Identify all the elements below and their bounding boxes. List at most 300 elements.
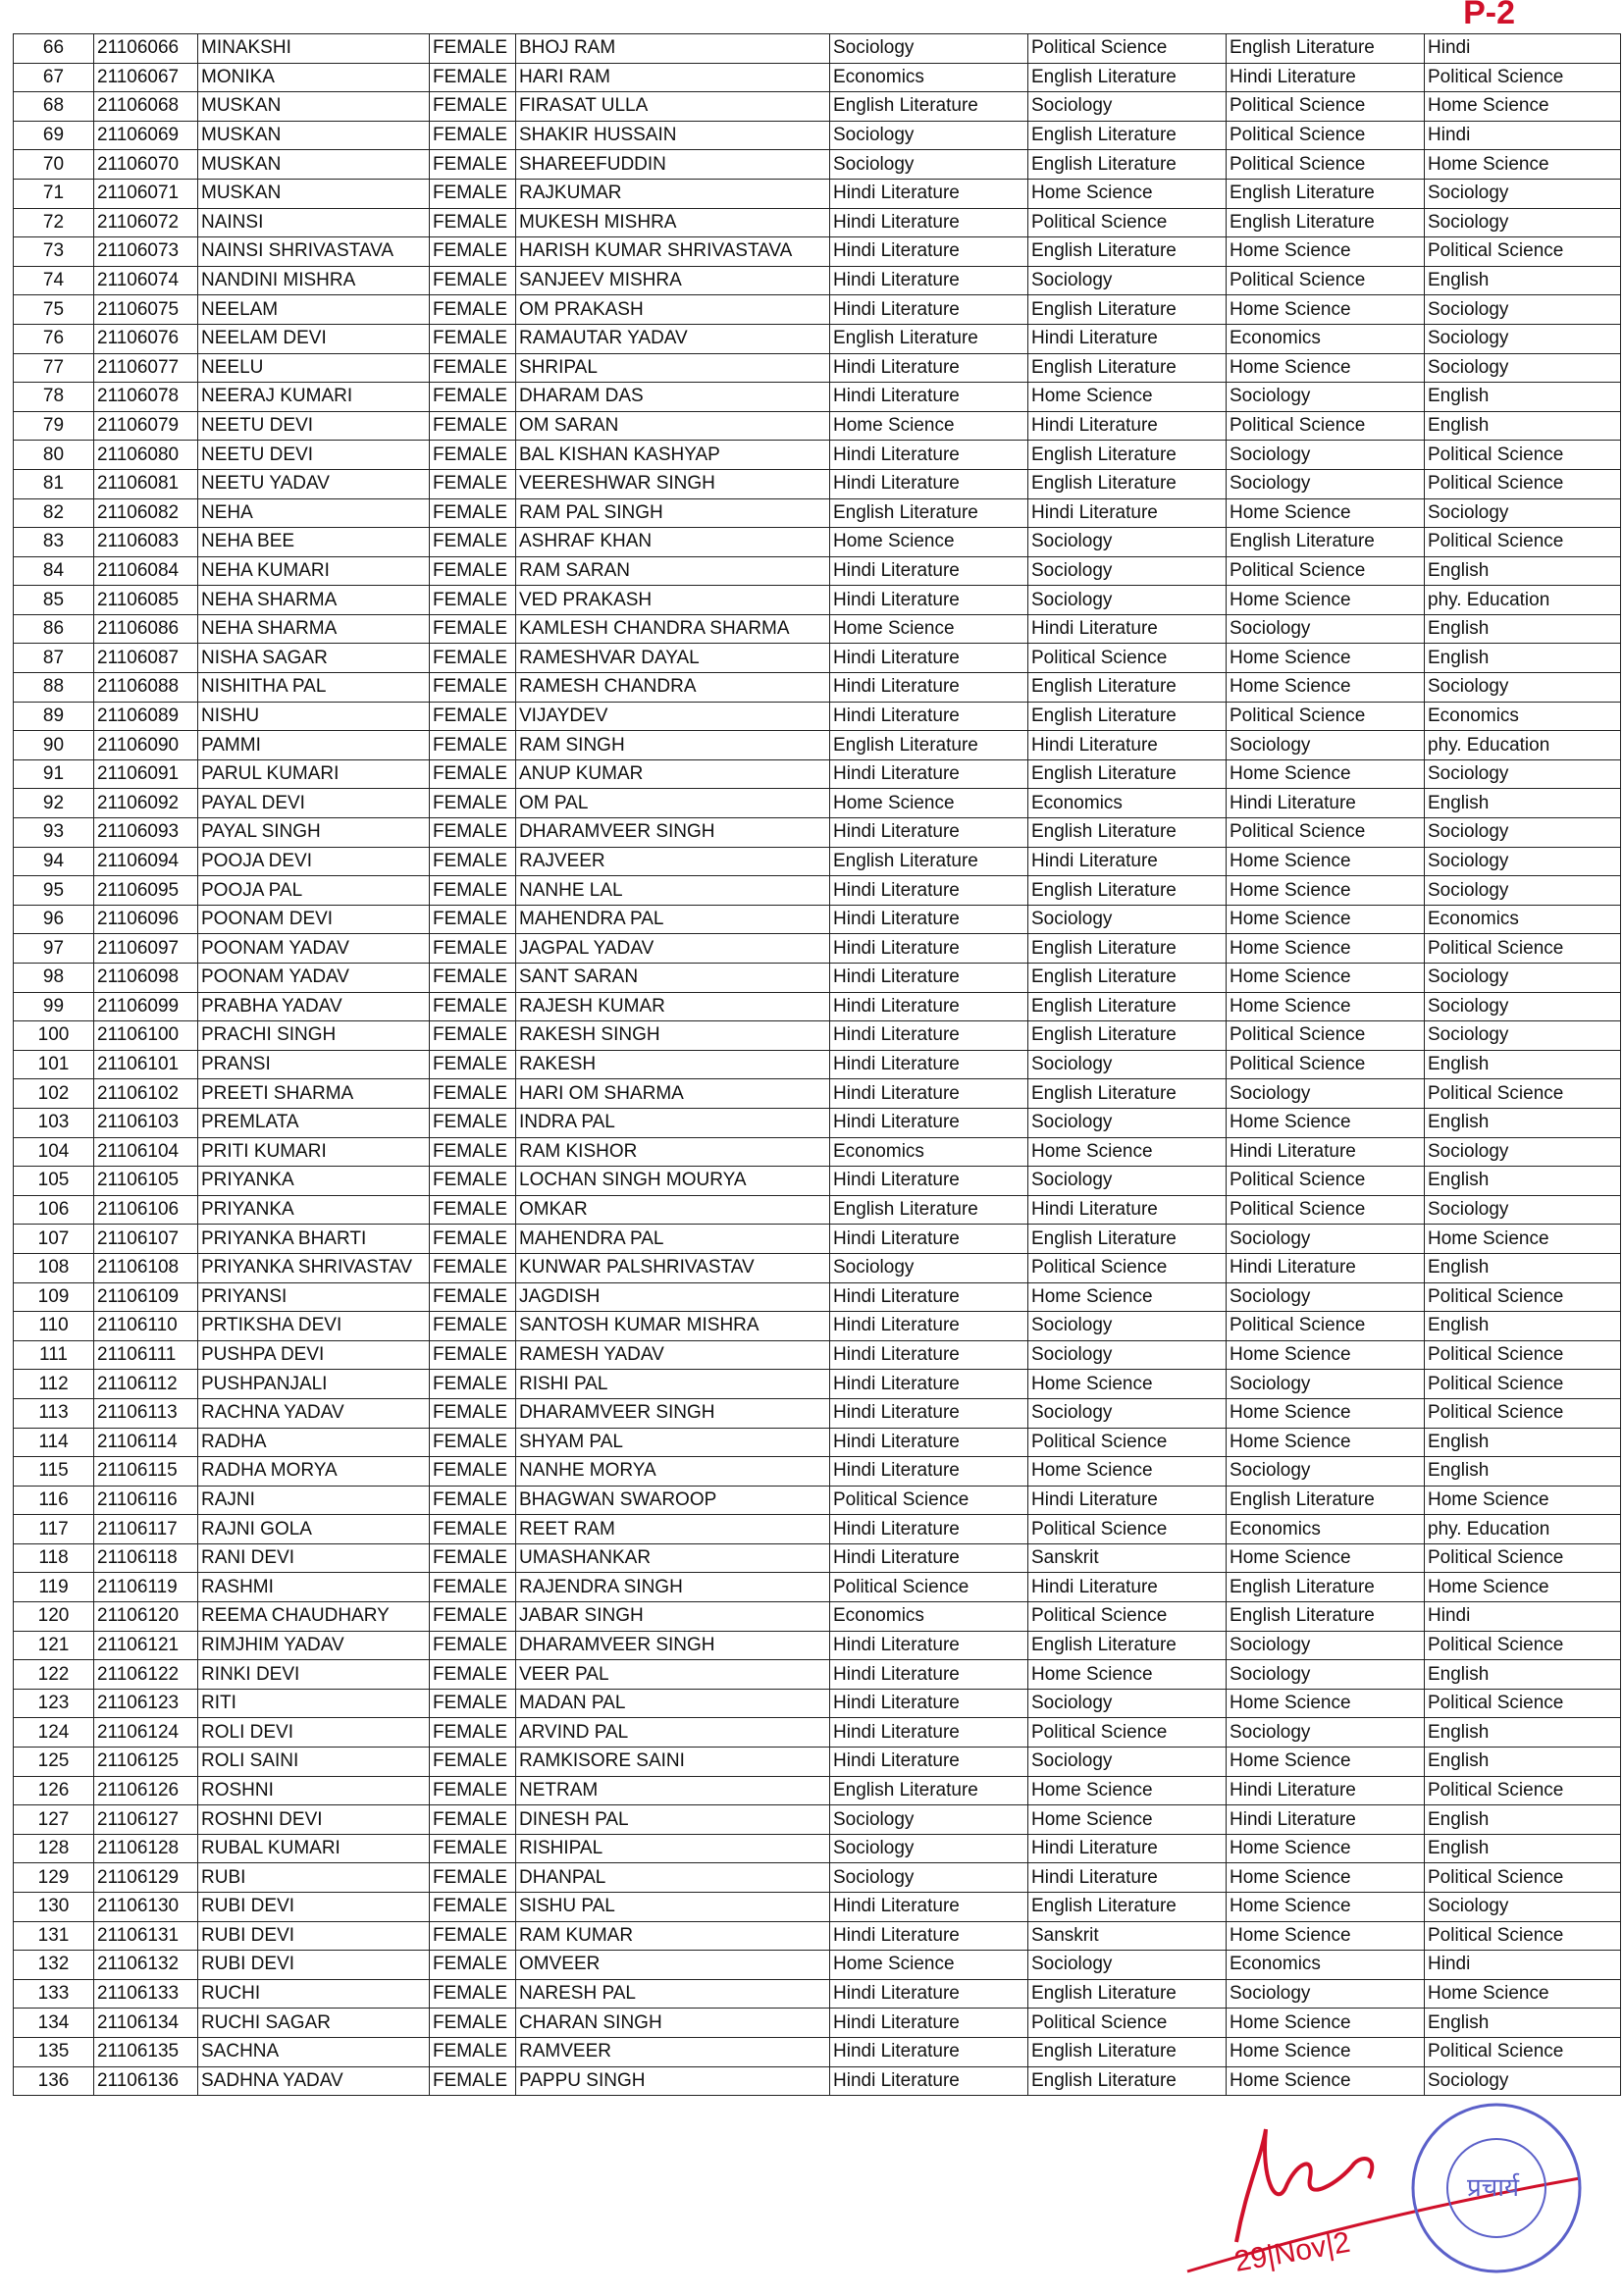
subject-2-cell: English Literature — [1028, 469, 1227, 498]
gender-cell: FEMALE — [430, 324, 516, 353]
subject-2-cell: English Literature — [1028, 876, 1227, 906]
subject-2-cell: Sanskrit — [1028, 1921, 1227, 1951]
subject-1-cell: Hindi Literature — [830, 1515, 1028, 1544]
father-name-cell: SISHU PAL — [516, 1893, 830, 1922]
subject-4-cell: Political Science — [1425, 1689, 1621, 1718]
table-row — [14, 2009, 1621, 2038]
father-name-cell: VEER PAL — [516, 1660, 830, 1690]
subject-3-cell: Home Science — [1227, 586, 1425, 615]
father-name-cell: SHRIPAL — [516, 353, 830, 383]
roll-number-cell: 21106090 — [94, 731, 198, 760]
roll-number-cell: 21106091 — [94, 759, 198, 789]
roll-number-cell: 21106113 — [94, 1398, 198, 1428]
serial-number-cell: 130 — [14, 1893, 94, 1922]
student-name-cell: ROLI DEVI — [198, 1718, 430, 1748]
table-row — [14, 1863, 1621, 1893]
subject-3-cell: Political Science — [1227, 266, 1425, 295]
student-name-cell: NISHA SAGAR — [198, 644, 430, 673]
subject-1-cell: English Literature — [830, 324, 1028, 353]
subject-2-cell: English Literature — [1028, 237, 1227, 267]
father-name-cell: OMVEER — [516, 1951, 830, 1980]
subject-2-cell: Sociology — [1028, 586, 1227, 615]
subject-3-cell: Home Science — [1227, 498, 1425, 528]
roll-number-cell: 21106078 — [94, 383, 198, 412]
student-name-cell: NEELAM DEVI — [198, 324, 430, 353]
subject-4-cell: Home Science — [1425, 150, 1621, 180]
subject-4-cell: Political Science — [1425, 63, 1621, 92]
student-name-cell: PUSHPA DEVI — [198, 1340, 430, 1370]
table-row — [14, 353, 1621, 383]
gender-cell: FEMALE — [430, 1050, 516, 1079]
subject-1-cell: Hindi Literature — [830, 1543, 1028, 1573]
subject-2-cell: Sociology — [1028, 1689, 1227, 1718]
roll-number-cell: 21106133 — [94, 1979, 198, 2009]
table-row — [14, 150, 1621, 180]
table-row — [14, 1195, 1621, 1225]
serial-number-cell: 119 — [14, 1573, 94, 1602]
subject-2-cell: Sociology — [1028, 1050, 1227, 1079]
subject-2-cell: English Literature — [1028, 964, 1227, 993]
student-name-cell: MUSKAN — [198, 121, 430, 150]
subject-4-cell: Political Science — [1425, 2037, 1621, 2066]
roll-number-cell: 21106125 — [94, 1748, 198, 1777]
subject-2-cell: English Literature — [1028, 441, 1227, 470]
serial-number-cell: 66 — [14, 34, 94, 64]
student-name-cell: MUSKAN — [198, 92, 430, 122]
roll-number-cell: 21106132 — [94, 1951, 198, 1980]
table-row — [14, 411, 1621, 441]
subject-3-cell: Home Science — [1227, 1748, 1425, 1777]
serial-number-cell: 77 — [14, 353, 94, 383]
gender-cell: FEMALE — [430, 1921, 516, 1951]
gender-cell: FEMALE — [430, 1340, 516, 1370]
student-name-cell: RAJNI GOLA — [198, 1515, 430, 1544]
student-name-cell: PRITI KUMARI — [198, 1137, 430, 1167]
student-name-cell: RUBI DEVI — [198, 1921, 430, 1951]
roll-number-cell: 21106099 — [94, 992, 198, 1021]
student-name-cell: RITI — [198, 1689, 430, 1718]
student-name-cell: PAMMI — [198, 731, 430, 760]
subject-1-cell: Hindi Literature — [830, 1921, 1028, 1951]
serial-number-cell: 114 — [14, 1428, 94, 1457]
father-name-cell: REET RAM — [516, 1515, 830, 1544]
father-name-cell: LOCHAN SINGH MOURYA — [516, 1167, 830, 1196]
student-name-cell: POONAM DEVI — [198, 905, 430, 934]
table-row — [14, 1079, 1621, 1109]
roll-number-cell: 21106083 — [94, 528, 198, 557]
subject-4-cell: Sociology — [1425, 324, 1621, 353]
student-name-cell: NAINSI SHRIVASTAVA — [198, 237, 430, 267]
student-name-cell: NEHA SHARMA — [198, 614, 430, 644]
student-name-cell: PRIYANSI — [198, 1282, 430, 1312]
roll-number-cell: 21106107 — [94, 1225, 198, 1254]
subject-4-cell: Political Science — [1425, 1863, 1621, 1893]
roll-number-cell: 21106084 — [94, 556, 198, 586]
subject-1-cell: Hindi Literature — [830, 1398, 1028, 1428]
student-name-cell: SACHNA — [198, 2037, 430, 2066]
subject-2-cell: Political Science — [1028, 1428, 1227, 1457]
table-row — [14, 1312, 1621, 1341]
father-name-cell: MAHENDRA PAL — [516, 1225, 830, 1254]
serial-number-cell: 83 — [14, 528, 94, 557]
gender-cell: FEMALE — [430, 759, 516, 789]
subject-2-cell: Hindi Literature — [1028, 1863, 1227, 1893]
serial-number-cell: 67 — [14, 63, 94, 92]
subject-3-cell: Home Science — [1227, 1340, 1425, 1370]
subject-4-cell: phy. Education — [1425, 731, 1621, 760]
serial-number-cell: 110 — [14, 1312, 94, 1341]
gender-cell: FEMALE — [430, 1660, 516, 1690]
student-name-cell: MINAKSHI — [198, 34, 430, 64]
serial-number-cell: 117 — [14, 1515, 94, 1544]
subject-3-cell: Home Science — [1227, 673, 1425, 703]
subject-2-cell: Home Science — [1028, 1660, 1227, 1690]
table-row — [14, 702, 1621, 731]
father-name-cell: KUNWAR PALSHRIVASTAV — [516, 1253, 830, 1282]
subject-4-cell: Political Science — [1425, 469, 1621, 498]
subject-2-cell: Political Science — [1028, 208, 1227, 237]
student-name-cell: RADHA MORYA — [198, 1457, 430, 1487]
gender-cell: FEMALE — [430, 1312, 516, 1341]
father-name-cell: MUKESH MISHRA — [516, 208, 830, 237]
subject-4-cell: Economics — [1425, 702, 1621, 731]
student-name-cell: PRIYANKA BHARTI — [198, 1225, 430, 1254]
father-name-cell: HARI RAM — [516, 63, 830, 92]
subject-3-cell: Home Science — [1227, 1689, 1425, 1718]
table-row — [14, 383, 1621, 412]
table-row — [14, 1137, 1621, 1167]
student-name-cell: ROSHNI — [198, 1776, 430, 1805]
subject-3-cell: Political Science — [1227, 411, 1425, 441]
father-name-cell: RISHIPAL — [516, 1834, 830, 1863]
table-row — [14, 498, 1621, 528]
father-name-cell: RAMKISORE SAINI — [516, 1748, 830, 1777]
serial-number-cell: 90 — [14, 731, 94, 760]
table-row — [14, 1718, 1621, 1748]
table-row — [14, 586, 1621, 615]
subject-2-cell: English Literature — [1028, 1631, 1227, 1660]
subject-2-cell: Sociology — [1028, 905, 1227, 934]
subject-4-cell: Political Science — [1425, 528, 1621, 557]
student-name-cell: NISHU — [198, 702, 430, 731]
subject-4-cell: English — [1425, 1108, 1621, 1137]
subject-4-cell: Sociology — [1425, 2066, 1621, 2096]
serial-number-cell: 76 — [14, 324, 94, 353]
subject-3-cell: Home Science — [1227, 353, 1425, 383]
table-row — [14, 673, 1621, 703]
subject-4-cell: Sociology — [1425, 353, 1621, 383]
student-name-cell: NEHA KUMARI — [198, 556, 430, 586]
gender-cell: FEMALE — [430, 964, 516, 993]
subject-3-cell: English Literature — [1227, 1573, 1425, 1602]
subject-2-cell: English Literature — [1028, 702, 1227, 731]
student-name-cell: SADHNA YADAV — [198, 2066, 430, 2096]
father-name-cell: NETRAM — [516, 1776, 830, 1805]
gender-cell: FEMALE — [430, 1893, 516, 1922]
gender-cell: FEMALE — [430, 1718, 516, 1748]
student-name-cell: ROLI SAINI — [198, 1748, 430, 1777]
subject-4-cell: English — [1425, 789, 1621, 818]
subject-4-cell: English — [1425, 1050, 1621, 1079]
father-name-cell: RISHI PAL — [516, 1370, 830, 1399]
gender-cell: FEMALE — [430, 1689, 516, 1718]
father-name-cell: RAKESH SINGH — [516, 1021, 830, 1051]
gender-cell: FEMALE — [430, 1253, 516, 1282]
table-row — [14, 1979, 1621, 2009]
student-name-cell: RUBI DEVI — [198, 1893, 430, 1922]
subject-1-cell: Hindi Literature — [830, 673, 1028, 703]
table-row — [14, 934, 1621, 964]
roll-number-cell: 21106105 — [94, 1167, 198, 1196]
subject-2-cell: English Literature — [1028, 992, 1227, 1021]
subject-1-cell: Hindi Literature — [830, 1050, 1028, 1079]
subject-3-cell: Home Science — [1227, 759, 1425, 789]
roll-number-cell: 21106096 — [94, 905, 198, 934]
student-name-cell: NEELU — [198, 353, 430, 383]
student-name-cell: PUSHPANJALI — [198, 1370, 430, 1399]
table-row — [14, 1951, 1621, 1980]
subject-1-cell: Sociology — [830, 1805, 1028, 1835]
subject-3-cell: Economics — [1227, 324, 1425, 353]
roll-number-cell: 21106112 — [94, 1370, 198, 1399]
serial-number-cell: 120 — [14, 1602, 94, 1632]
roll-number-cell: 21106103 — [94, 1108, 198, 1137]
student-name-cell: MUSKAN — [198, 150, 430, 180]
gender-cell: FEMALE — [430, 2037, 516, 2066]
subject-3-cell: English Literature — [1227, 208, 1425, 237]
principal-stamp-signature — [1168, 2070, 1599, 2296]
roll-number-cell: 21106071 — [94, 179, 198, 208]
subject-2-cell: Political Science — [1028, 1602, 1227, 1632]
subject-4-cell: Political Science — [1425, 1370, 1621, 1399]
subject-4-cell: Political Science — [1425, 1776, 1621, 1805]
subject-3-cell: Sociology — [1227, 1457, 1425, 1487]
subject-4-cell: Sociology — [1425, 1195, 1621, 1225]
subject-1-cell: Sociology — [830, 1253, 1028, 1282]
gender-cell: FEMALE — [430, 1543, 516, 1573]
subject-4-cell: Sociology — [1425, 1137, 1621, 1167]
subject-3-cell: Home Science — [1227, 992, 1425, 1021]
father-name-cell: MAHENDRA PAL — [516, 905, 830, 934]
subject-3-cell: Home Science — [1227, 295, 1425, 325]
subject-1-cell: Political Science — [830, 1573, 1028, 1602]
subject-1-cell: Hindi Literature — [830, 1979, 1028, 2009]
subject-3-cell: Home Science — [1227, 1893, 1425, 1922]
gender-cell: FEMALE — [430, 121, 516, 150]
table-row — [14, 1167, 1621, 1196]
subject-2-cell: English Literature — [1028, 121, 1227, 150]
subject-3-cell: Economics — [1227, 1515, 1425, 1544]
subject-1-cell: Hindi Literature — [830, 934, 1028, 964]
subject-1-cell: Hindi Literature — [830, 1631, 1028, 1660]
gender-cell: FEMALE — [430, 1863, 516, 1893]
gender-cell: FEMALE — [430, 905, 516, 934]
student-name-cell: PREMLATA — [198, 1108, 430, 1137]
serial-number-cell: 98 — [14, 964, 94, 993]
father-name-cell: OM SARAN — [516, 411, 830, 441]
roll-number-cell: 21106108 — [94, 1253, 198, 1282]
subject-2-cell: English Literature — [1028, 934, 1227, 964]
table-row — [14, 614, 1621, 644]
serial-number-cell: 112 — [14, 1370, 94, 1399]
father-name-cell: HARI OM SHARMA — [516, 1079, 830, 1109]
serial-number-cell: 113 — [14, 1398, 94, 1428]
student-name-cell: POONAM YADAV — [198, 934, 430, 964]
subject-2-cell: Hindi Literature — [1028, 1486, 1227, 1515]
subject-3-cell: Sociology — [1227, 469, 1425, 498]
subject-1-cell: English Literature — [830, 1776, 1028, 1805]
subject-4-cell: Hindi — [1425, 1602, 1621, 1632]
subject-2-cell: English Literature — [1028, 150, 1227, 180]
gender-cell: FEMALE — [430, 644, 516, 673]
table-row — [14, 1543, 1621, 1573]
student-name-cell: NEHA BEE — [198, 528, 430, 557]
subject-1-cell: Hindi Literature — [830, 441, 1028, 470]
subject-1-cell: Hindi Literature — [830, 1893, 1028, 1922]
gender-cell: FEMALE — [430, 1805, 516, 1835]
serial-number-cell: 131 — [14, 1921, 94, 1951]
subject-1-cell: Hindi Literature — [830, 992, 1028, 1021]
subject-2-cell: Sociology — [1028, 528, 1227, 557]
father-name-cell: DHARAMVEER SINGH — [516, 818, 830, 848]
subject-1-cell: Economics — [830, 63, 1028, 92]
subject-1-cell: English Literature — [830, 498, 1028, 528]
subject-2-cell: Political Science — [1028, 1718, 1227, 1748]
table-row — [14, 759, 1621, 789]
subject-2-cell: English Literature — [1028, 1893, 1227, 1922]
gender-cell: FEMALE — [430, 876, 516, 906]
subject-4-cell: Political Science — [1425, 1543, 1621, 1573]
father-name-cell: SHYAM PAL — [516, 1428, 830, 1457]
roll-number-cell: 21106123 — [94, 1689, 198, 1718]
subject-2-cell: Hindi Literature — [1028, 411, 1227, 441]
table-row — [14, 441, 1621, 470]
subject-4-cell: Sociology — [1425, 759, 1621, 789]
table-row — [14, 1253, 1621, 1282]
father-name-cell: SHAKIR HUSSAIN — [516, 121, 830, 150]
subject-4-cell: Home Science — [1425, 92, 1621, 122]
roll-number-cell: 21106079 — [94, 411, 198, 441]
serial-number-cell: 102 — [14, 1079, 94, 1109]
father-name-cell: KAMLESH CHANDRA SHARMA — [516, 614, 830, 644]
serial-number-cell: 96 — [14, 905, 94, 934]
subject-4-cell: English — [1425, 644, 1621, 673]
subject-3-cell: Sociology — [1227, 383, 1425, 412]
subject-3-cell: English Literature — [1227, 34, 1425, 64]
subject-1-cell: Hindi Literature — [830, 759, 1028, 789]
student-name-cell: RUCHI — [198, 1979, 430, 2009]
gender-cell: FEMALE — [430, 179, 516, 208]
subject-4-cell: English — [1425, 383, 1621, 412]
subject-4-cell: English — [1425, 1834, 1621, 1863]
roll-number-cell: 21106111 — [94, 1340, 198, 1370]
student-name-cell: NAINSI — [198, 208, 430, 237]
subject-2-cell: Sociology — [1028, 1951, 1227, 1980]
subject-4-cell: Sociology — [1425, 1893, 1621, 1922]
subject-3-cell: Sociology — [1227, 441, 1425, 470]
serial-number-cell: 86 — [14, 614, 94, 644]
student-name-cell: RAJNI — [198, 1486, 430, 1515]
subject-1-cell: Hindi Literature — [830, 1370, 1028, 1399]
student-subject-table-container — [13, 33, 1620, 2096]
page-marker: P-2 — [1463, 0, 1515, 31]
subject-4-cell: English — [1425, 1805, 1621, 1835]
serial-number-cell: 89 — [14, 702, 94, 731]
subject-4-cell: Sociology — [1425, 179, 1621, 208]
subject-1-cell: Hindi Literature — [830, 1689, 1028, 1718]
subject-4-cell: Political Science — [1425, 1282, 1621, 1312]
serial-number-cell: 132 — [14, 1951, 94, 1980]
serial-number-cell: 97 — [14, 934, 94, 964]
father-name-cell: OMKAR — [516, 1195, 830, 1225]
subject-4-cell: phy. Education — [1425, 1515, 1621, 1544]
table-row — [14, 992, 1621, 1021]
gender-cell: FEMALE — [430, 1021, 516, 1051]
subject-4-cell: English — [1425, 614, 1621, 644]
gender-cell: FEMALE — [430, 847, 516, 876]
gender-cell: FEMALE — [430, 1108, 516, 1137]
serial-number-cell: 74 — [14, 266, 94, 295]
roll-number-cell: 21106082 — [94, 498, 198, 528]
subject-4-cell: English — [1425, 1457, 1621, 1487]
subject-2-cell: Sanskrit — [1028, 1543, 1227, 1573]
gender-cell: FEMALE — [430, 1428, 516, 1457]
subject-3-cell: English Literature — [1227, 1486, 1425, 1515]
father-name-cell: INDRA PAL — [516, 1108, 830, 1137]
subject-3-cell: Hindi Literature — [1227, 1137, 1425, 1167]
table-row — [14, 818, 1621, 848]
roll-number-cell: 21106135 — [94, 2037, 198, 2066]
subject-4-cell: Political Science — [1425, 1340, 1621, 1370]
father-name-cell: JAGPAL YADAV — [516, 934, 830, 964]
student-name-cell: NEETU DEVI — [198, 441, 430, 470]
subject-4-cell: Sociology — [1425, 673, 1621, 703]
subject-2-cell: Home Science — [1028, 1776, 1227, 1805]
subject-2-cell: Political Science — [1028, 1515, 1227, 1544]
gender-cell: FEMALE — [430, 586, 516, 615]
subject-3-cell: Political Science — [1227, 1050, 1425, 1079]
father-name-cell: RAJENDRA SINGH — [516, 1573, 830, 1602]
subject-4-cell: Sociology — [1425, 1021, 1621, 1051]
subject-1-cell: English Literature — [830, 1195, 1028, 1225]
subject-3-cell: Sociology — [1227, 1631, 1425, 1660]
subject-4-cell: Political Science — [1425, 934, 1621, 964]
roll-number-cell: 21106119 — [94, 1573, 198, 1602]
student-name-cell: PRTIKSHA DEVI — [198, 1312, 430, 1341]
gender-cell: FEMALE — [430, 441, 516, 470]
subject-1-cell: Home Science — [830, 411, 1028, 441]
roll-number-cell: 21106073 — [94, 237, 198, 267]
subject-2-cell: Sociology — [1028, 1748, 1227, 1777]
roll-number-cell: 21106070 — [94, 150, 198, 180]
student-name-cell: PRIYANKA — [198, 1195, 430, 1225]
subject-3-cell: Hindi Literature — [1227, 1253, 1425, 1282]
serial-number-cell: 99 — [14, 992, 94, 1021]
student-name-cell: NEHA SHARMA — [198, 586, 430, 615]
father-name-cell: RAM PAL SINGH — [516, 498, 830, 528]
student-name-cell: PRIYANKA SHRIVASTAV — [198, 1253, 430, 1282]
subject-2-cell: Sociology — [1028, 1340, 1227, 1370]
subject-2-cell: Home Science — [1028, 179, 1227, 208]
serial-number-cell: 118 — [14, 1543, 94, 1573]
roll-number-cell: 21106109 — [94, 1282, 198, 1312]
serial-number-cell: 71 — [14, 179, 94, 208]
serial-number-cell: 107 — [14, 1225, 94, 1254]
subject-1-cell: Sociology — [830, 34, 1028, 64]
roll-number-cell: 21106093 — [94, 818, 198, 848]
roll-number-cell: 21106110 — [94, 1312, 198, 1341]
gender-cell: FEMALE — [430, 702, 516, 731]
